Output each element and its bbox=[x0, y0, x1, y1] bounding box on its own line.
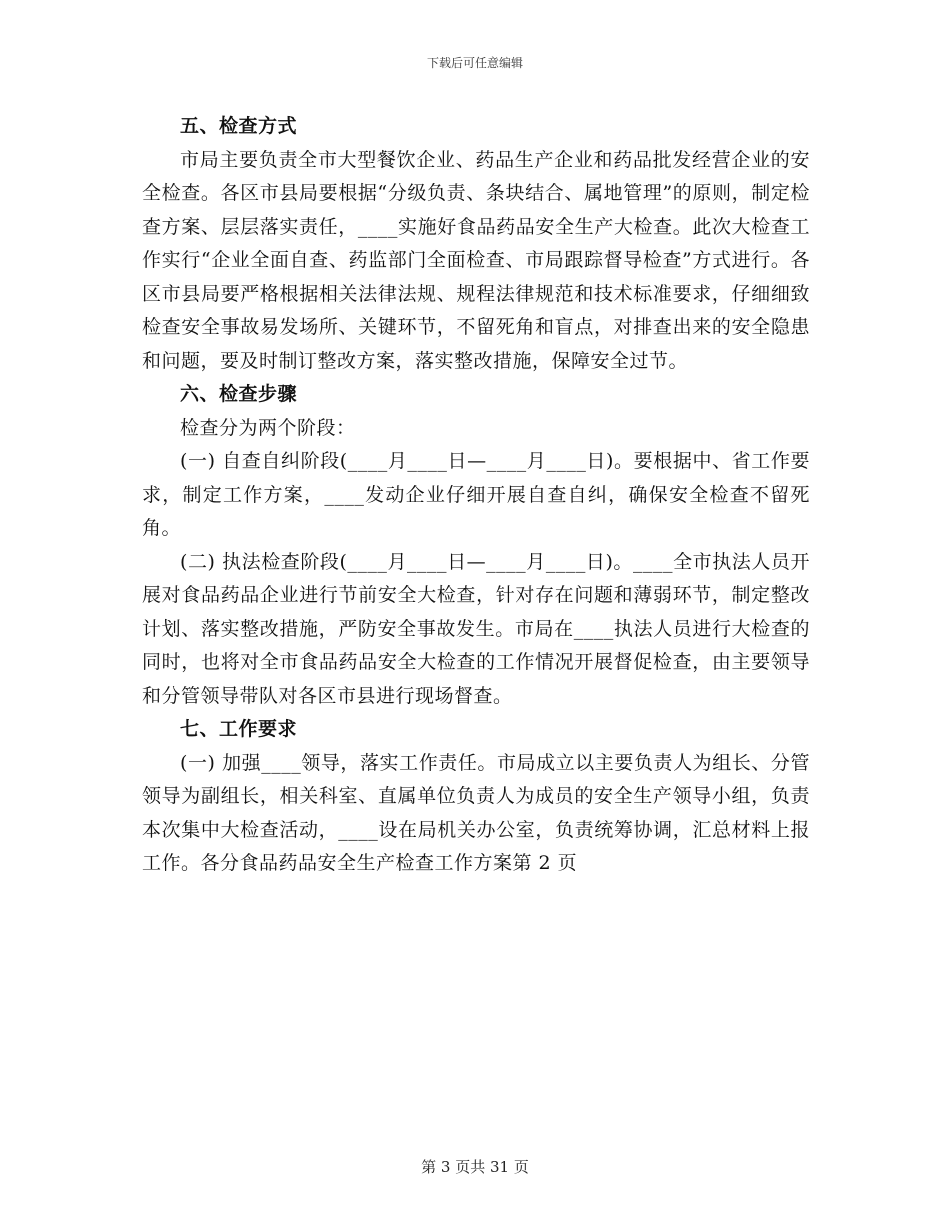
page-footer: 第 3 页共 31 页 bbox=[421, 1158, 529, 1176]
section-heading-6: 六、检查步骤 bbox=[180, 383, 298, 405]
paragraph: 检查分为两个阶段： bbox=[180, 416, 356, 439]
paragraph: (一) 自查自纠阶段(____月____日—____月____日)。要根据中、省工作要求，制定工作方案，____发动企业仔细开展自查自纠，确保安全检查不留死角。 bbox=[142, 450, 810, 539]
paragraph: 市局主要负责全市大型餐饮企业、药品生产企业和药品批发经营企业的安全检查。各区市县局要根据“分级负责、条块结合、属地管理”的原则，制定检查方案、层层落实责任，____实施好食品药品安全生产大检查。此次大检查工作实行“企业全面自查、药监部门全面检查、市局跟踪督导检查”方式进行。各区市县局要严格根据相关法律法规、规程法律规范和技术标准要求，仔细细致检查安全事故易发场所、关键环节，不留死角和盲点，对排查出来的安全隐患和问题，要及时制订整改方案，落实整改措施，保障安全过节。 bbox=[142, 148, 810, 372]
paragraph: (二) 执法检查阶段(____月____日—____月____日)。____全市执法人员开展对食品药品企业进行节前安全大检查，针对存在问题和薄弱环节，制定整改计划、落实整改措施，严防安全事故发生。市局在____执法人员进行大检查的同时，也将对全市食品药品安全大检查的工作情况开展督促检查，由主要领导和分管领导带队对各区市县进行现场督查。 bbox=[142, 550, 810, 707]
paragraph: (一) 加强____领导，落实工作责任。市局成立以主要负责人为组长、分管领导为副组长，相关科室、直属单位负责人为成员的安全生产领导小组，负责本次集中大检查活动，____设在局机关办公室，负责统筹协调，汇总材料上报工作。各分食品药品安全生产检查工作方案第 2 页 bbox=[142, 751, 810, 874]
document-body bbox=[142, 110, 810, 881]
page-header: 下载后可任意编辑 bbox=[426, 56, 523, 70]
section-heading-7: 七、工作要求 bbox=[180, 718, 298, 740]
section-heading-5: 五、检查方式 bbox=[180, 115, 298, 137]
